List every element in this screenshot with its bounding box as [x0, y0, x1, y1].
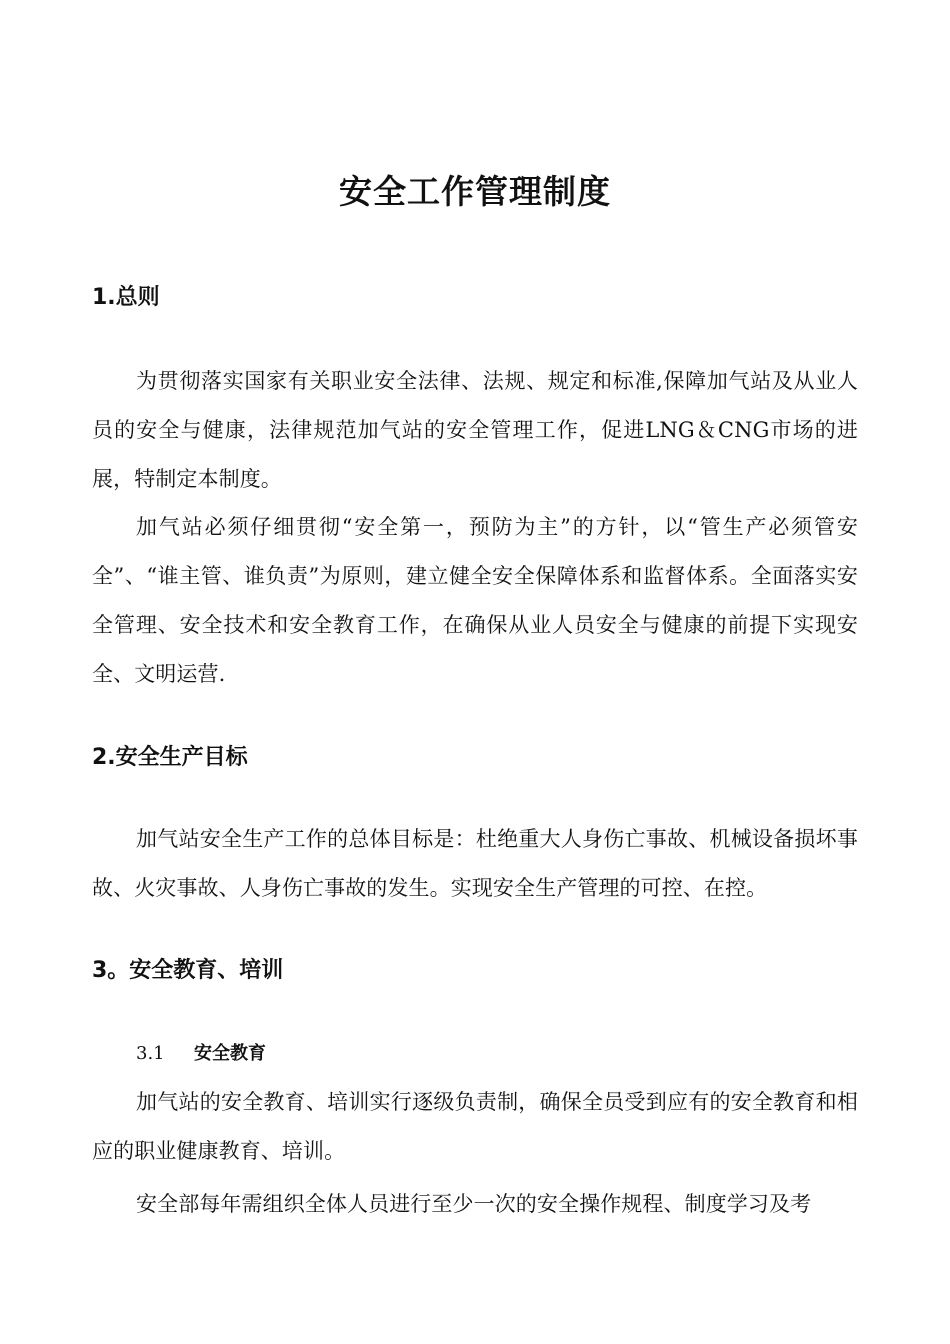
section-heading-general: 1.总则 — [92, 285, 160, 310]
section-heading-safety-goals: 2.安全生产目标 — [92, 745, 248, 770]
subsection-number: 3.1 — [136, 1043, 165, 1064]
paragraph-education-1: 加气站的安全教育、培训实行逐级负责制，确保全员受到应有的安全教育和相应的职业健康教育、培训。 — [92, 1090, 858, 1163]
paragraph-education-2: 安全部每年需组织全体人员进行至少一次的安全操作规程、制度学习及考 — [136, 1192, 812, 1216]
paragraph-general-2: 加气站必须仔细贯彻“安全第一，预防为主”的方针，以“管生产必须管安全”、“谁主管、谁负责”为原则，建立健全安全保障体系和监督体系。全面落实安全管理、安全技术和安全教育工作，在确保从业人员安全与健康的前提下实现安全、文明运营. — [92, 515, 858, 686]
page-title: 安全工作管理制度 — [339, 172, 611, 211]
section-heading-education-training: 3。安全教育、培训 — [92, 958, 284, 983]
paragraph-safety-goals: 加气站安全生产工作的总体目标是：杜绝重大人身伤亡事故、机械设备损坏事故、火灾事故、人身伤亡事故的发生。实现安全生产管理的可控、在控。 — [92, 827, 858, 900]
subsection-title: 安全教育 — [194, 1043, 266, 1064]
paragraph-general-1: 为贯彻落实国家有关职业安全法律、法规、规定和标准,保障加气站及从业人员的安全与健康，法律规范加气站的安全管理工作，促进LNG＆CNG市场的进展，特制定本制度。 — [92, 369, 858, 491]
subsection-heading-safety-education — [136, 1040, 836, 1068]
